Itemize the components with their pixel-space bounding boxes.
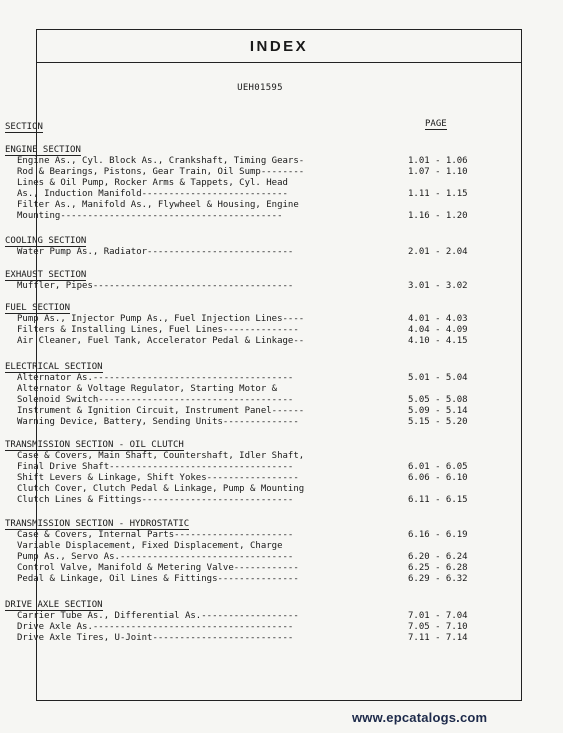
entry-text: Filters & Installing Lines, Fuel Lines-------------- <box>17 325 299 335</box>
entry-text: As., Induction Manifold--------------------------- <box>17 189 288 199</box>
entry-page-range: 3.01 - 3.02 <box>408 281 468 291</box>
entry-page-range: 4.01 - 4.03 <box>408 314 468 324</box>
entry-text: Case & Covers, Internal Parts---------------------- <box>17 530 294 540</box>
index-entry <box>5 167 475 178</box>
index-entry <box>5 178 475 189</box>
index-entry <box>5 622 475 633</box>
index-section <box>5 145 475 222</box>
entry-page-range: 5.09 - 5.14 <box>408 406 468 416</box>
index-entry <box>5 484 475 495</box>
index-entry <box>5 473 475 484</box>
entry-page-range: 6.06 - 6.10 <box>408 473 468 483</box>
index-section <box>5 440 475 506</box>
entry-text: Clutch Cover, Clutch Pedal & Linkage, Pump & Mounting <box>17 484 305 494</box>
title-band <box>37 30 521 63</box>
entry-page-range: 6.20 - 6.24 <box>408 552 468 562</box>
entry-page-range: 5.01 - 5.04 <box>408 373 468 383</box>
entry-text: Control Valve, Manifold & Metering Valve------------ <box>17 563 299 573</box>
entry-page-range: 5.15 - 5.20 <box>408 417 468 427</box>
page-title: INDEX <box>249 37 309 55</box>
entry-text: Muffler, Pipes------------------------------------- <box>17 281 294 291</box>
entry-text: Warning Device, Battery, Sending Units-------------- <box>17 417 299 427</box>
index-section <box>5 236 475 258</box>
index-entry <box>5 200 475 211</box>
section-title: ELECTRICAL SECTION <box>5 362 103 372</box>
entry-text: Variable Displacement, Fixed Displacement, Charge <box>17 541 283 551</box>
index-entry <box>5 281 475 292</box>
section-title: ENGINE SECTION <box>5 145 81 155</box>
index-entry <box>5 462 475 473</box>
index-entry <box>5 633 475 644</box>
index-section <box>5 519 475 585</box>
entry-text: Shift Levers & Linkage, Shift Yokes----------------- <box>17 473 299 483</box>
index-entry <box>5 247 475 258</box>
entry-text: Drive Axle Tires, U-Joint-------------------------- <box>17 633 294 643</box>
entry-page-range: 7.11 - 7.14 <box>408 633 468 643</box>
entry-page-range: 6.25 - 6.28 <box>408 563 468 573</box>
entry-text: Air Cleaner, Fuel Tank, Accelerator Pedal & Linkage-- <box>17 336 305 346</box>
entry-page-range: 6.01 - 6.05 <box>408 462 468 472</box>
entry-page-range: 1.11 - 1.15 <box>408 189 468 199</box>
entry-text: Alternator As.------------------------------------- <box>17 373 294 383</box>
index-entry <box>5 336 475 347</box>
entry-page-range: 6.29 - 6.32 <box>408 574 468 584</box>
section-title: DRIVE AXLE SECTION <box>5 600 103 610</box>
document-code: UEH01595 <box>237 83 283 93</box>
index-entry <box>5 373 475 384</box>
entry-text: Instrument & Ignition Circuit, Instrument Panel------ <box>17 406 305 416</box>
entry-text: Clutch Lines & Fittings---------------------------- <box>17 495 294 505</box>
entry-text: Water Pump As., Radiator--------------------------- <box>17 247 294 257</box>
index-entry <box>5 451 475 462</box>
index-entry <box>5 211 475 222</box>
index-entry <box>5 574 475 585</box>
index-entry <box>5 156 475 167</box>
index-section <box>5 303 475 347</box>
index-entry <box>5 417 475 428</box>
entry-page-range: 1.16 - 1.20 <box>408 211 468 221</box>
index-entry <box>5 611 475 622</box>
entry-page-range: 1.01 - 1.06 <box>408 156 468 166</box>
index-entry <box>5 406 475 417</box>
section-title: TRANSMISSION SECTION - HYDROSTATIC <box>5 519 190 529</box>
watermark-url[interactable]: www.epcatalogs.com <box>352 710 488 725</box>
entry-text: Final Drive Shaft---------------------------------- <box>17 462 294 472</box>
entry-text: Alternator & Voltage Regulator, Starting Motor & <box>17 384 278 394</box>
entry-text: Mounting----------------------------------------- <box>17 211 283 221</box>
section-title: FUEL SECTION <box>5 303 71 313</box>
entry-page-range: 7.05 - 7.10 <box>408 622 468 632</box>
index-entry <box>5 552 475 563</box>
entry-text: Carrier Tube As., Differential As.------------------ <box>17 611 299 621</box>
entry-page-range: 4.04 - 4.09 <box>408 325 468 335</box>
index-entry <box>5 563 475 574</box>
entry-text: Lines & Oil Pump, Rocker Arms & Tappets, Cyl. Head <box>17 178 288 188</box>
entry-text: Case & Covers, Main Shaft, Countershaft, Idler Shaft, <box>17 451 305 461</box>
index-entry <box>5 325 475 336</box>
entry-text: Drive Axle As.------------------------------------- <box>17 622 294 632</box>
section-title: COOLING SECTION <box>5 236 87 246</box>
entry-page-range: 6.16 - 6.19 <box>408 530 468 540</box>
index-entry <box>5 189 475 200</box>
entry-page-range: 1.07 - 1.10 <box>408 167 468 177</box>
entry-page-range: 5.05 - 5.08 <box>408 395 468 405</box>
index-entry <box>5 495 475 506</box>
entry-text: Solenoid Switch------------------------------------ <box>17 395 294 405</box>
section-title: EXHAUST SECTION <box>5 270 87 280</box>
entry-text: Engine As., Cyl. Block As., Crankshaft, Timing Gears- <box>17 156 305 166</box>
index-entry <box>5 541 475 552</box>
entry-page-range: 7.01 - 7.04 <box>408 611 468 621</box>
index-entry <box>5 314 475 325</box>
index-entry <box>5 530 475 541</box>
entry-text: Pedal & Linkage, Oil Lines & Fittings--------------- <box>17 574 299 584</box>
entry-page-range: 6.11 - 6.15 <box>408 495 468 505</box>
entry-text: Rod & Bearings, Pistons, Gear Train, Oil Sump-------- <box>17 167 305 177</box>
section-title: TRANSMISSION SECTION - OIL CLUTCH <box>5 440 184 450</box>
index-entry <box>5 384 475 395</box>
section-column-header: SECTION <box>5 122 43 132</box>
index-section <box>5 362 475 428</box>
entry-text: Pump As., Injector Pump As., Fuel Injection Lines---- <box>17 314 305 324</box>
entry-page-range: 2.01 - 2.04 <box>408 247 468 257</box>
index-entry <box>5 395 475 406</box>
entry-text: Pump As., Servo As.-------------------------------- <box>17 552 294 562</box>
index-section <box>5 600 475 644</box>
entry-page-range: 4.10 - 4.15 <box>408 336 468 346</box>
entry-text: Filter As., Manifold As., Flywheel & Housing, Engine <box>17 200 299 210</box>
index-section <box>5 270 475 292</box>
page-column-header: PAGE <box>425 119 447 129</box>
